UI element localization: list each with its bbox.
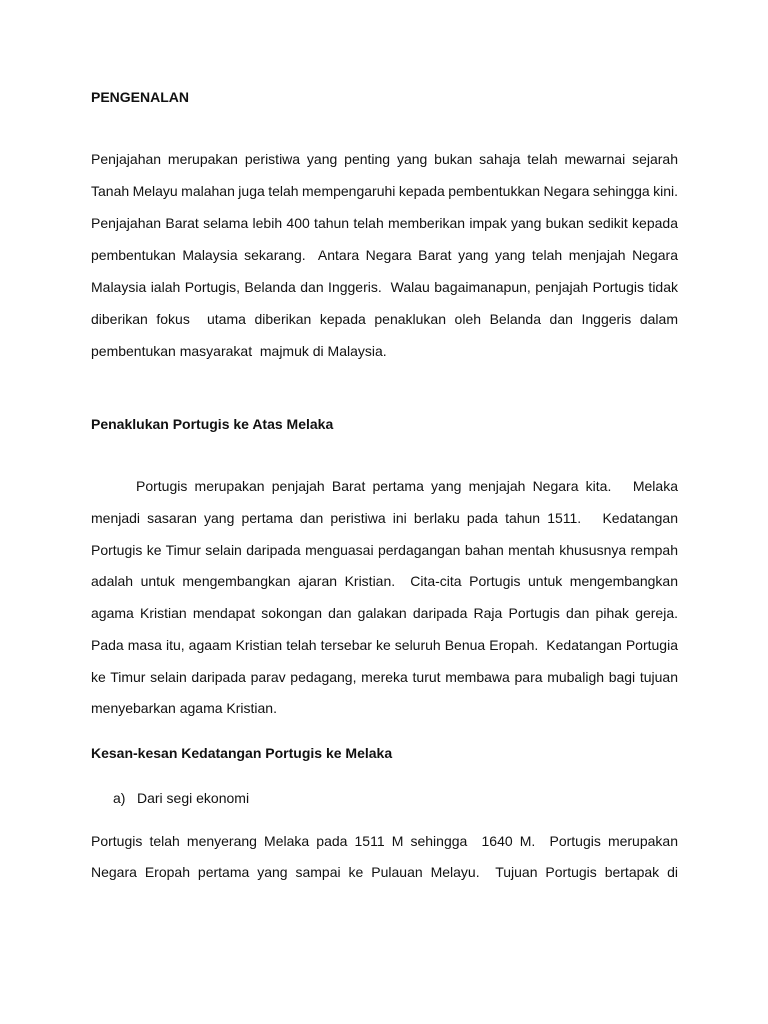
heading-penaklukan-portugis: Penaklukan Portugis ke Atas Melaka [91, 416, 334, 432]
penaklukan-paragraph-line: menyebarkan agama Kristian. [91, 700, 277, 717]
penaklukan-paragraph [91, 471, 678, 725]
intro-paragraph [91, 143, 678, 367]
intro-paragraph-line: pembentukan masyarakat majmuk di Malaysia. [91, 343, 387, 359]
heading-pengenalan: PENGENALAN [91, 89, 190, 105]
intro-paragraph-line: Malaysia ialah Portugis, Belanda dan Inggeris. Walau bagaimanapun, penjajah Portugis tidak [91, 279, 678, 295]
penaklukan-paragraph-line: menjadi sasaran yang pertama dan peristiwa ini berlaku pada tahun 1511. Kedatangan [91, 509, 678, 526]
penaklukan-paragraph-line: agama Kristian mendapat sokongan dan galakan daripada Raja Portugis dan pihak gereja. [91, 605, 678, 621]
penaklukan-paragraph-line: ke Timur selain daripada parav pedagang, mereka turut membawa para mubaligh bagi tujuan [91, 668, 678, 685]
penaklukan-paragraph-line: adalah untuk mengembangkan ajaran Kristian. Cita-cita Portugis untuk mengembangkan [91, 573, 678, 590]
list-item-label: Dari segi ekonomi [137, 790, 250, 806]
intro-paragraph-line: Penjajahan Barat selama lebih 400 tahun telah memberikan impak yang bukan sedikit kepada [91, 215, 678, 231]
intro-paragraph-line: diberikan fokus utama diberikan kepada penaklukan oleh Belanda dan Inggeris dalam [91, 311, 678, 327]
intro-paragraph-line: pembentukan Malaysia sekarang. Antara Negara Barat yang yang telah menjajah Negara [91, 247, 678, 263]
penaklukan-paragraph-line: Portugis merupakan penjajah Barat pertama yang menjajah Negara kita. Melaka [136, 478, 678, 494]
penaklukan-paragraph-line: Portugis ke Timur selain daripada menguasai perdagangan bahan mentah khususnya rempah [91, 541, 678, 558]
intro-paragraph-line: Penjajahan merupakan peristiwa yang penting yang bukan sahaja telah mewarnai sejarah [91, 151, 678, 167]
list-item-ekonomi [91, 782, 678, 814]
intro-paragraph-line: Tanah Melayu malahan juga telah mempengaruhi kepada pembentukkan Negara sehingga kini. [91, 183, 678, 199]
kesan-paragraph [91, 826, 678, 888]
kesan-paragraph-line: Portugis telah menyerang Melaka pada 1511 M sehingga 1640 M. Portugis merupakan [91, 833, 678, 849]
list-marker: a) [113, 790, 126, 806]
penaklukan-paragraph-line: Pada masa itu, agaam Kristian telah tersebar ke seluruh Benua Eropah. Kedatangan Portugia [91, 636, 678, 653]
kesan-paragraph-line: Negara Eropah pertama yang sampai ke Pulauan Melayu. Tujuan Portugis bertapak di [91, 864, 678, 880]
heading-kesan-kedatangan: Kesan-kesan Kedatangan Portugis ke Melaka [91, 745, 393, 761]
